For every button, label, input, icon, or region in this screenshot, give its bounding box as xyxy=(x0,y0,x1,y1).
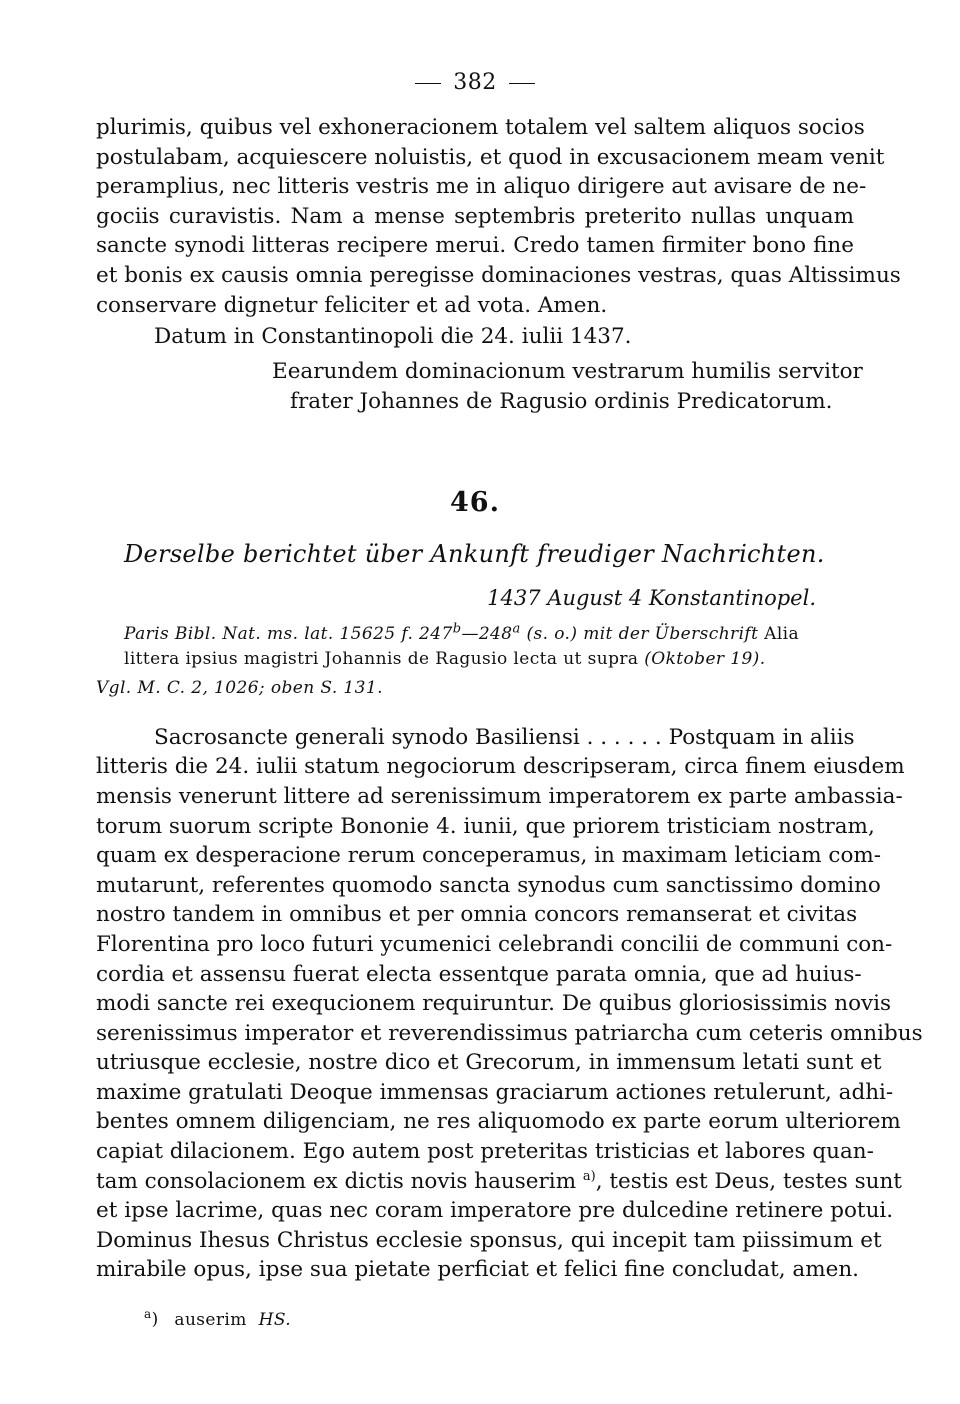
document-number: 46. xyxy=(450,486,500,518)
footnote-text: auserim xyxy=(174,1309,247,1330)
dash-left xyxy=(415,83,441,84)
text-segment: tam consolacionem ex dictis novis hauserim xyxy=(96,1168,577,1194)
text-line: nostro tandem in omnibus et per omnia concors remanserat et civitas xyxy=(96,902,858,928)
text-line: maxime gratulati Deoque immensas graciarum actiones retulerunt, adhi- xyxy=(96,1079,894,1105)
text-line: quam ex desperacione rerum conceperamus, in maximam leticiam com- xyxy=(96,843,882,869)
text-line: Florentina pro loco futuri ycumenici celebrandi concilii de communi con- xyxy=(96,931,893,957)
text-line: torum suorum scripte Bononie 4. iunii, que priorem tristiciam nostram, xyxy=(96,813,875,839)
text-line: utriusque ecclesie, nostre dico et Grecorum, in immensum letati sunt et xyxy=(96,1050,882,1076)
text-line: peramplius, nec litteris vestris me in aliquo dirigere aut avisare de ne- xyxy=(96,174,867,200)
text-line: sancte synodi litteras recipere merui. Credo tamen firmiter bono fine xyxy=(96,233,854,259)
text-line: Sacrosancte generali synodo Basiliensi . . . . . . Postquam in aliis xyxy=(154,724,855,750)
datum-text: Datum in Constantinopoli die 24. iulii 1437. xyxy=(154,324,632,350)
superscript-b: b xyxy=(452,621,462,637)
text-line: modi sancte rei exequcionem requiruntur. De quibus gloriosissimis novis xyxy=(96,991,892,1017)
source-reference: Vgl. M. C. 2, 1026; oben S. 131. xyxy=(96,677,383,698)
source-note xyxy=(96,621,854,701)
text-line: mutarunt, referentes quomodo sancta synodus cum sanctissimo domino xyxy=(96,872,881,898)
superscript-a: a xyxy=(512,621,521,637)
text-line: gociis curavistis. Nam a mense septembris preterito nullas unquam xyxy=(96,203,854,229)
text-line: mensis venerunt littere ad serenissimum imperatorem ex parte ambassia- xyxy=(96,783,903,809)
source-date-ref: (Oktober 19). xyxy=(644,648,766,669)
document-dateline: 1437 August 4 Konstantinopel. xyxy=(487,585,816,610)
document-body xyxy=(96,723,923,1285)
text-line: litteris die 24. iulii statum negociorum descripseram, circa finem eiusdem xyxy=(96,754,905,780)
footnote xyxy=(144,1307,854,1330)
footnote-paren: ) xyxy=(151,1309,159,1330)
source-heading-label: (s. o.) mit der Überschrift xyxy=(520,623,759,644)
footnote-source: HS. xyxy=(258,1309,292,1330)
text-line: postulabam, acquiescere noluistis, et quod in excusacionem meam venit xyxy=(96,144,885,170)
signature-line: Eearundem dominacionum vestrarum humilis servitor xyxy=(272,358,863,384)
text-line xyxy=(96,1167,902,1197)
source-range: —248 xyxy=(461,623,513,644)
text-line: et bonis ex causis omnia peregisse dominaciones vestras, quas Altissimus xyxy=(96,262,901,288)
text-segment: , testis est Deus, testes sunt xyxy=(595,1168,902,1194)
footnote-reference: a) xyxy=(582,1168,596,1184)
text-line: et ipse lacrime, quas nec coram imperatore pre dulcedine retinere potui. xyxy=(96,1198,894,1224)
page-number-text: 382 xyxy=(453,70,497,95)
datum-line xyxy=(96,322,854,352)
text-line: capiat dilacionem. Ego autem post preteritas tristicias et labores quan- xyxy=(96,1139,874,1165)
text-line: conservare dignetur feliciter et ad vota. Amen. xyxy=(96,292,608,318)
source-heading-start: Alia xyxy=(758,623,800,644)
document-heading: Derselbe berichtet über Ankunft freudiger Nachrichten. xyxy=(124,539,825,568)
text-line: bentes omnem diligenciam, ne res aliquomodo ex parte eorum ulteriorem xyxy=(96,1109,901,1135)
source-citation: Paris Bibl. Nat. ms. lat. 15625 f. 247 xyxy=(124,623,453,644)
footnote-mark: a xyxy=(144,1307,152,1322)
text-line: mirabile opus, ipse sua pietate perficiat et felici fine concludat, amen. xyxy=(96,1257,860,1283)
letter-end-paragraph xyxy=(96,113,901,320)
page-number xyxy=(96,70,854,95)
source-line xyxy=(124,622,854,647)
signature-line: frater Johannes de Ragusio ordinis Predicatorum. xyxy=(290,388,833,414)
text-line: Dominus Ihesus Christus ecclesie sponsus, qui incepit tam piissimum et xyxy=(96,1227,882,1253)
page xyxy=(96,70,923,1330)
text-line: serenissimus imperator et reverendissimus patriarcha cum ceteris omnibus xyxy=(96,1020,923,1046)
text-line: cordia et assensu fuerat electa essentque parata omnia, que ad huius- xyxy=(96,961,862,987)
dash-right xyxy=(509,83,535,84)
source-line xyxy=(124,647,854,672)
text-line: plurimis, quibus vel exhoneracionem totalem vel saltem aliquos socios xyxy=(96,115,865,140)
source-heading-text: littera ipsius magistri Johannis de Ragusio lecta ut supra xyxy=(124,648,645,669)
signature-block xyxy=(272,357,863,417)
